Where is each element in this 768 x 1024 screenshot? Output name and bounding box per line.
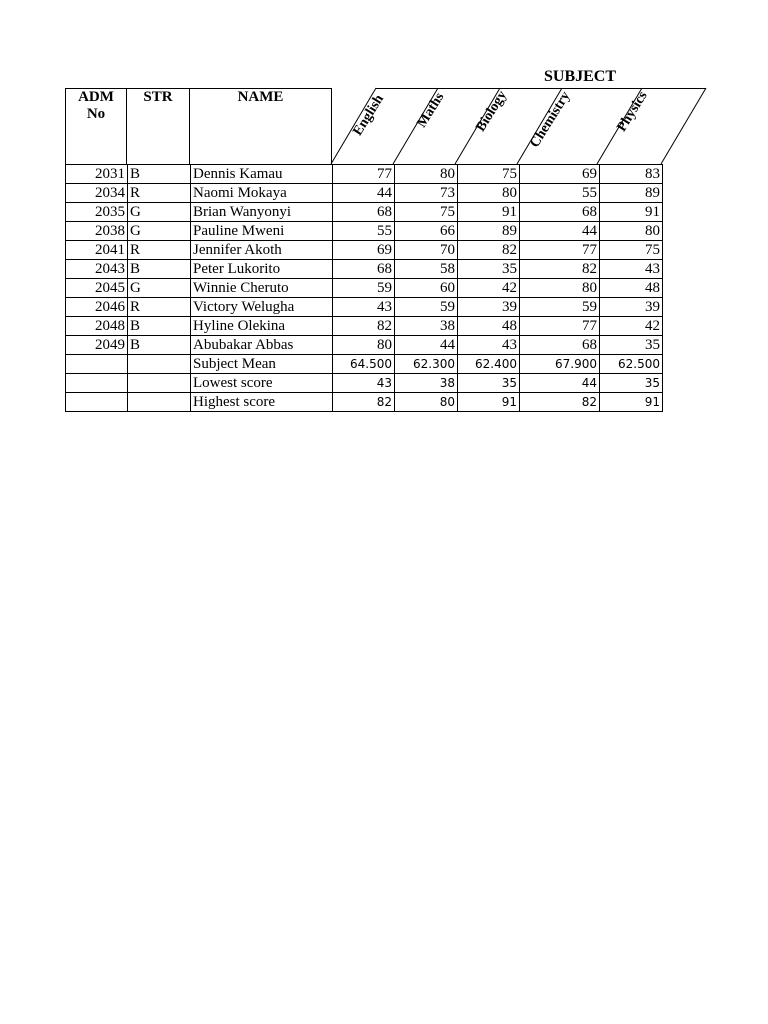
adm-no-cell: 2046 (66, 298, 128, 317)
student-name-cell: Pauline Mweni (191, 222, 333, 241)
score-cell-biology: 75 (458, 165, 520, 184)
header-subject-chemistry: Chemistry (527, 89, 574, 151)
stream-cell: R (128, 184, 191, 203)
header-subject-maths: Maths (414, 90, 448, 131)
score-cell-biology: 82 (458, 241, 520, 260)
grades-table-body (66, 165, 663, 412)
summary-value-cell-biology: 62.400 (458, 355, 520, 374)
summary-value-cell-english: 82 (333, 393, 395, 412)
student-row (66, 298, 663, 317)
stream-cell: B (128, 336, 191, 355)
student-row (66, 317, 663, 336)
student-name-cell: Hyline Olekina (191, 317, 333, 336)
stream-cell: R (128, 298, 191, 317)
student-name-cell: Winnie Cheruto (191, 279, 333, 298)
score-cell-english: 80 (333, 336, 395, 355)
student-row (66, 203, 663, 222)
score-cell-maths: 60 (395, 279, 458, 298)
student-row (66, 165, 663, 184)
score-cell-english: 59 (333, 279, 395, 298)
score-cell-english: 69 (333, 241, 395, 260)
subject-heading: SUBJECT (543, 68, 617, 85)
score-cell-chemistry: 80 (520, 279, 600, 298)
score-cell-chemistry: 44 (520, 222, 600, 241)
score-cell-maths: 66 (395, 222, 458, 241)
score-cell-biology: 91 (458, 203, 520, 222)
header-adm-line1: ADM (78, 89, 114, 105)
score-cell-maths: 80 (395, 165, 458, 184)
score-cell-physics: 89 (600, 184, 663, 203)
stream-cell: G (128, 203, 191, 222)
header-borders (0, 0, 768, 170)
score-cell-physics: 43 (600, 260, 663, 279)
student-name-cell: Brian Wanyonyi (191, 203, 333, 222)
student-name-cell: Dennis Kamau (191, 165, 333, 184)
score-cell-physics: 83 (600, 165, 663, 184)
score-cell-maths: 58 (395, 260, 458, 279)
summary-value-cell-chemistry: 44 (520, 374, 600, 393)
score-cell-physics: 48 (600, 279, 663, 298)
score-cell-physics: 42 (600, 317, 663, 336)
summary-label-cell: Highest score (191, 393, 333, 412)
score-cell-biology: 42 (458, 279, 520, 298)
adm-no-cell: 2043 (66, 260, 128, 279)
student-row (66, 279, 663, 298)
score-cell-maths: 75 (395, 203, 458, 222)
stream-cell: G (128, 279, 191, 298)
summary-value-cell-maths: 62.300 (395, 355, 458, 374)
score-cell-biology: 89 (458, 222, 520, 241)
student-name-cell: Peter Lukorito (191, 260, 333, 279)
score-cell-chemistry: 59 (520, 298, 600, 317)
score-cell-biology: 39 (458, 298, 520, 317)
empty-cell (128, 393, 191, 412)
score-cell-english: 55 (333, 222, 395, 241)
empty-cell (66, 374, 128, 393)
score-cell-maths: 59 (395, 298, 458, 317)
score-cell-chemistry: 77 (520, 241, 600, 260)
adm-no-cell: 2038 (66, 222, 128, 241)
grades-table (65, 164, 663, 412)
student-name-cell: Abubakar Abbas (191, 336, 333, 355)
empty-cell (128, 374, 191, 393)
header-str: STR (143, 89, 173, 105)
score-cell-physics: 35 (600, 336, 663, 355)
student-row (66, 336, 663, 355)
score-cell-maths: 44 (395, 336, 458, 355)
stream-cell: B (128, 165, 191, 184)
score-cell-biology: 35 (458, 260, 520, 279)
score-cell-physics: 80 (600, 222, 663, 241)
score-cell-biology: 43 (458, 336, 520, 355)
summary-value-cell-chemistry: 67.900 (520, 355, 600, 374)
adm-no-cell: 2035 (66, 203, 128, 222)
summary-value-cell-english: 64.500 (333, 355, 395, 374)
header-subject-physics: Physics (614, 88, 651, 135)
student-name-cell: Naomi Mokaya (191, 184, 333, 203)
stream-cell: R (128, 241, 191, 260)
adm-no-cell: 2048 (66, 317, 128, 336)
score-cell-maths: 73 (395, 184, 458, 203)
summary-row (66, 393, 663, 412)
summary-row (66, 374, 663, 393)
summary-value-cell-physics: 91 (600, 393, 663, 412)
score-cell-physics: 75 (600, 241, 663, 260)
score-cell-chemistry: 68 (520, 336, 600, 355)
student-row (66, 260, 663, 279)
score-cell-english: 44 (333, 184, 395, 203)
summary-value-cell-maths: 38 (395, 374, 458, 393)
header-adm-no (66, 89, 126, 123)
score-cell-english: 68 (333, 203, 395, 222)
stream-cell: B (128, 317, 191, 336)
summary-value-cell-english: 43 (333, 374, 395, 393)
score-cell-english: 82 (333, 317, 395, 336)
adm-no-cell: 2034 (66, 184, 128, 203)
header-subject-english: English (350, 92, 388, 139)
student-row (66, 222, 663, 241)
student-row (66, 241, 663, 260)
header-name: NAME (237, 89, 284, 105)
score-cell-english: 68 (333, 260, 395, 279)
score-cell-english: 43 (333, 298, 395, 317)
empty-cell (128, 355, 191, 374)
score-cell-chemistry: 55 (520, 184, 600, 203)
score-cell-chemistry: 82 (520, 260, 600, 279)
score-cell-maths: 70 (395, 241, 458, 260)
stream-cell: B (128, 260, 191, 279)
score-cell-chemistry: 68 (520, 203, 600, 222)
score-cell-physics: 91 (600, 203, 663, 222)
header-subject-biology: Biology (473, 88, 511, 135)
score-cell-chemistry: 77 (520, 317, 600, 336)
score-cell-biology: 48 (458, 317, 520, 336)
student-name-cell: Victory Welugha (191, 298, 333, 317)
score-cell-maths: 38 (395, 317, 458, 336)
empty-cell (66, 393, 128, 412)
student-row (66, 184, 663, 203)
student-name-cell: Jennifer Akoth (191, 241, 333, 260)
stream-cell: G (128, 222, 191, 241)
summary-label-cell: Lowest score (191, 374, 333, 393)
score-cell-biology: 80 (458, 184, 520, 203)
score-cell-english: 77 (333, 165, 395, 184)
score-cell-chemistry: 69 (520, 165, 600, 184)
adm-no-cell: 2041 (66, 241, 128, 260)
summary-value-cell-biology: 91 (458, 393, 520, 412)
summary-value-cell-physics: 35 (600, 374, 663, 393)
summary-value-cell-physics: 62.500 (600, 355, 663, 374)
summary-value-cell-maths: 80 (395, 393, 458, 412)
header-adm-line2: No (86, 106, 106, 122)
summary-row (66, 355, 663, 374)
adm-no-cell: 2031 (66, 165, 128, 184)
summary-label-cell: Subject Mean (191, 355, 333, 374)
summary-value-cell-biology: 35 (458, 374, 520, 393)
summary-value-cell-chemistry: 82 (520, 393, 600, 412)
adm-no-cell: 2045 (66, 279, 128, 298)
adm-no-cell: 2049 (66, 336, 128, 355)
score-cell-physics: 39 (600, 298, 663, 317)
empty-cell (66, 355, 128, 374)
